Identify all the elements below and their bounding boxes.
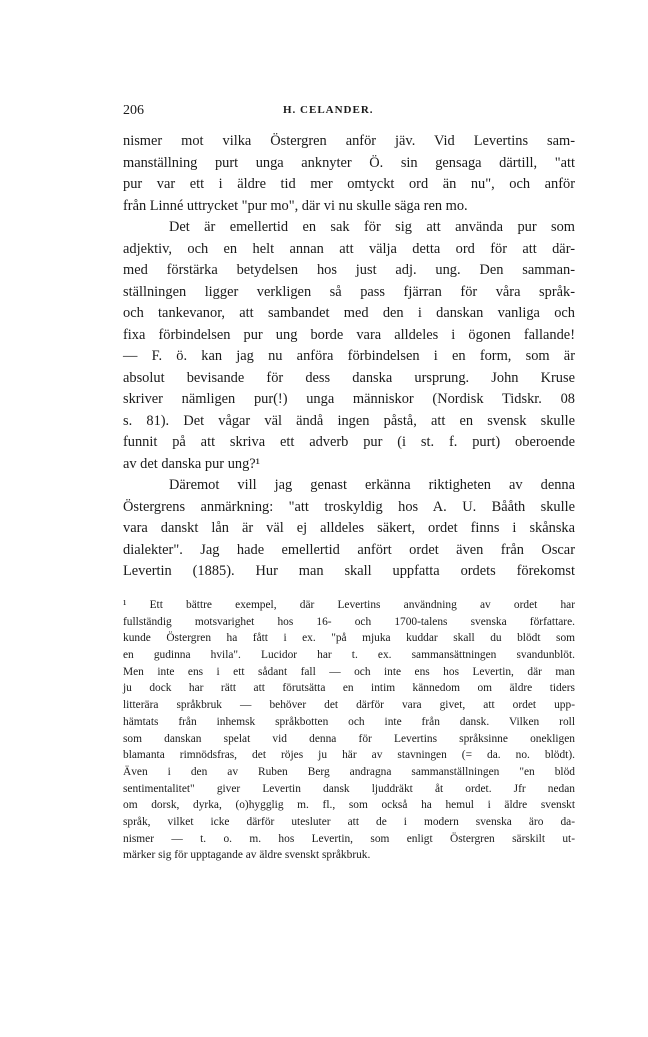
page-header — [123, 103, 575, 121]
text-line: ställningen ligger verkligen så pass fjärran för våra språk- — [123, 283, 575, 300]
footnote-line: nismer — t. o. m. hos Levertin, som enligt Östergren särskilt ut- — [123, 832, 575, 845]
text-line: s. 81). Det vågar väl ändå ingen påstå, att en svensk skulle — [123, 412, 575, 429]
footnote-line: ju dock har rätt att förutsätta en intim kännedom om äldre tiders — [123, 682, 575, 695]
main-text — [123, 131, 575, 583]
footnote-line: litterära språkbruk — behöver det därför vara givet, att ordet upp- — [123, 699, 575, 712]
text-line: adjektiv, och en helt annan att välja detta ord för att där- — [123, 240, 575, 257]
footnote-line: en gudinna hvila". Lucidor har t. ex. sammansättningen svandunblöt. — [123, 649, 575, 662]
text-line: vara danskt lån är väl ej alldeles säkert, ordet finns i skånska — [123, 520, 575, 536]
footnote-line: hämtats från inhemsk språkbotten och inte från dansk. Vilken roll — [123, 715, 575, 728]
footnote — [123, 597, 575, 864]
running-head: H. CELANDER. — [283, 104, 374, 116]
text-line: med förstärka betydelsen hos just adj. ung. Den samman- — [123, 262, 575, 278]
footnote-line: fullständig motsvarighet hos 16- och 1700-talens svenska författare. — [123, 615, 575, 628]
text-line: Däremot vill jag genast erkänna riktigheten av denna — [169, 477, 575, 493]
footnote-line: som danskan spelat vid denna för Levertins språksinne onekligen — [123, 732, 575, 745]
footnote-line: kunde Östergren ha fått i ex. "på mjuka kuddar skall du blödt som — [123, 632, 575, 645]
footnote-line: Även i den av Ruben Berg andragna sammanställningen "en blöd — [123, 765, 575, 778]
footnote-line: sentimentalitet" giver Levertin dansk ljuddräkt åt ordet. Jfr nedan — [123, 782, 575, 795]
page-number: 206 — [123, 103, 144, 118]
footnote-line: märker sig för upptagande av äldre svenskt språkbruk. — [123, 849, 371, 862]
text-line: och tankevanor, att sambandet med den i danskan vanliga och — [123, 305, 575, 321]
footnote-line: blamanta rimnödsfras, det röjes ju här av stavningen (= da. no. blödt). — [123, 749, 575, 762]
text-line: av det danska pur ung?¹ — [123, 455, 260, 472]
footnote-line: ¹ Ett bättre exempel, där Levertins användning av ordet har — [123, 599, 575, 611]
text-line: från Linné uttrycket "pur mo", där vi nu skulle säga ren mo. — [123, 197, 468, 214]
text-line: skriver nämligen pur(!) unga människor (Nordisk Tidskr. 08 — [123, 391, 575, 407]
text-line: Levertin (1885). Hur man skall uppfatta ordets förekomst — [123, 563, 575, 579]
footnote-line: språk, vilket icke därför utesluter att de i modern svenska äro da- — [123, 815, 575, 828]
text-line: Östergrens anmärkning: "att troskyldig hos A. U. Bååth skulle — [123, 498, 575, 515]
text-line: fixa förbindelsen pur ung borde vara alldeles i ögonen fallande! — [123, 326, 575, 343]
text-line: Det är emellertid en sak för sig att använda pur som — [169, 219, 575, 235]
text-line: funnit på att skriva ett adverb pur (i st. f. purt) oberoende — [123, 434, 575, 450]
text-line: — F. ö. kan jag nu anföra förbindelsen i en form, som är — [123, 348, 575, 364]
text-line: dialekter". Jag hade emellertid anfört ordet även från Oscar — [123, 541, 575, 558]
text-line: manställning purt unga anknyter Ö. sin gensaga därtill, "att — [123, 154, 575, 171]
text-line: absolut bevisande för dess danska ursprung. John Kruse — [123, 369, 575, 386]
text-line: pur var ett i äldre tid mer omtyckt ord än nu", och anför — [123, 176, 575, 192]
text-line: nismer mot vilka Östergren anför jäv. Vid Levertins sam- — [123, 133, 575, 149]
footnote-line: om dorsk, dyrka, (o)hygglig m. fl., som också ha hemul i äldre svenskt — [123, 799, 575, 812]
footnote-line: Men inte ens i ett sådant fall — och inte ens hos Levertin, där man — [123, 665, 575, 678]
